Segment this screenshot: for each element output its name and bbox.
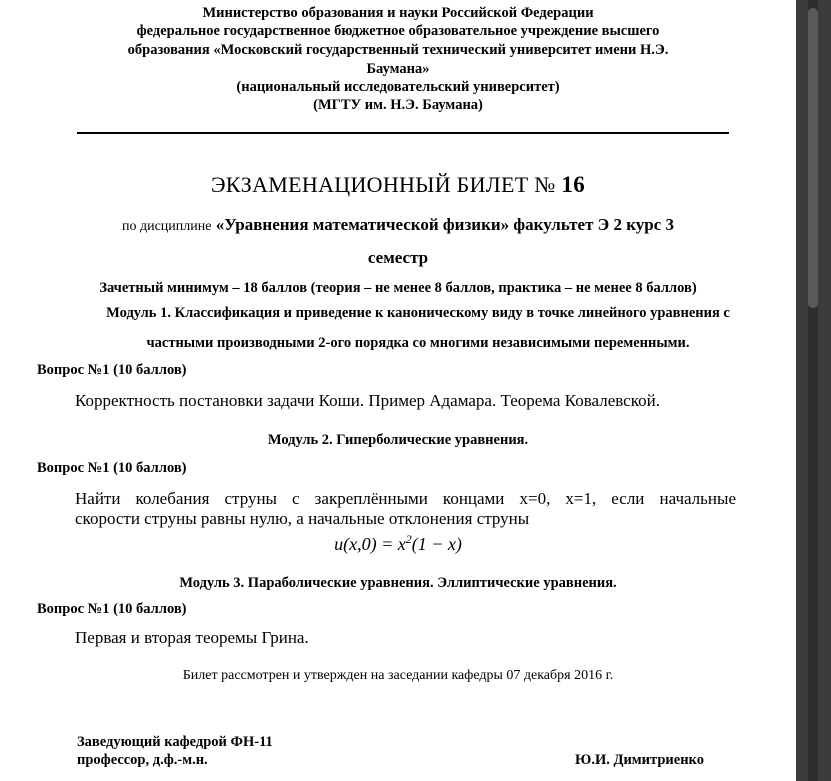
module1-question-text: Корректность постановки задачи Коши. Пример Адамара. Теорема Ковалевской. bbox=[75, 391, 660, 410]
header-ministry: Министерство образования и науки Российской Федерации bbox=[202, 5, 594, 21]
module2-question-label: Вопрос №1 (10 баллов) bbox=[37, 460, 187, 476]
formula-lhs: u(x,0) = x bbox=[334, 534, 406, 554]
pass-minimum: Зачетный минимум – 18 баллов (теория – не менее 8 баллов, практика – не менее 8 баллов) bbox=[99, 280, 697, 296]
formula-rhs: (1 − x) bbox=[411, 534, 462, 554]
department-head-name: Ю.И. Димитриенко bbox=[575, 752, 704, 768]
approval-note: Билет рассмотрен и утвержден на заседании кафедры 07 декабря 2016 г. bbox=[182, 668, 614, 683]
discipline-line bbox=[0, 215, 796, 235]
ticket-number: 16 bbox=[561, 172, 586, 197]
module3-title: Модуль 3. Параболические уравнения. Эллиптические уравнения. bbox=[179, 575, 617, 591]
header-institution-line3: Баумана» bbox=[366, 61, 430, 77]
discipline-semester: семестр bbox=[367, 248, 429, 267]
module2-question-line2: скорости струны равны нулю, а начальные отклонения струны bbox=[75, 509, 530, 528]
module2-question-text bbox=[75, 489, 736, 529]
department-head-title: Заведующий кафедрой ФН-11 bbox=[77, 734, 273, 750]
module1-title-line1: Модуль 1. Классификация и приведение к каноническому виду в точке линейного уравнения с bbox=[106, 305, 730, 321]
initial-condition-formula bbox=[0, 532, 796, 555]
module2-title: Модуль 2. Гиперболические уравнения. bbox=[267, 432, 529, 448]
module3-question-text: Первая и вторая теоремы Грина. bbox=[75, 628, 309, 647]
header-university-abbr: (МГТУ им. Н.Э. Баумана) bbox=[313, 97, 483, 113]
module1-question-label: Вопрос №1 (10 баллов) bbox=[37, 362, 187, 378]
discipline-name: «Уравнения математической физики» факультет Э 2 курс 3 bbox=[215, 215, 675, 234]
module1-title-line2: частными производными 2-ого порядка со многими независимыми переменными. bbox=[146, 335, 690, 351]
scrollbar-thumb[interactable] bbox=[808, 8, 818, 308]
header-institution-line2: образования «Московский государственный технический университет имени Н.Э. bbox=[127, 42, 669, 58]
department-head-position: профессор, д.ф.-м.н. bbox=[77, 752, 208, 768]
header-divider bbox=[77, 132, 729, 134]
discipline-prefix: по дисциплине bbox=[121, 219, 212, 234]
module2-question-line1: Найти колебания струны с закреплёнными концами x=0, x=1, если начальные bbox=[75, 489, 736, 508]
formula-exponent: 2 bbox=[405, 532, 412, 546]
header-university-type: (национальный исследовательский университет) bbox=[236, 79, 560, 95]
ticket-title bbox=[0, 172, 796, 198]
ticket-title-text: ЭКЗАМЕНАЦИОННЫЙ БИЛЕТ № bbox=[210, 172, 556, 197]
header-institution-line1: федеральное государственное бюджетное образовательное учреждение высшего bbox=[136, 23, 660, 39]
module3-question-label: Вопрос №1 (10 баллов) bbox=[37, 601, 187, 617]
